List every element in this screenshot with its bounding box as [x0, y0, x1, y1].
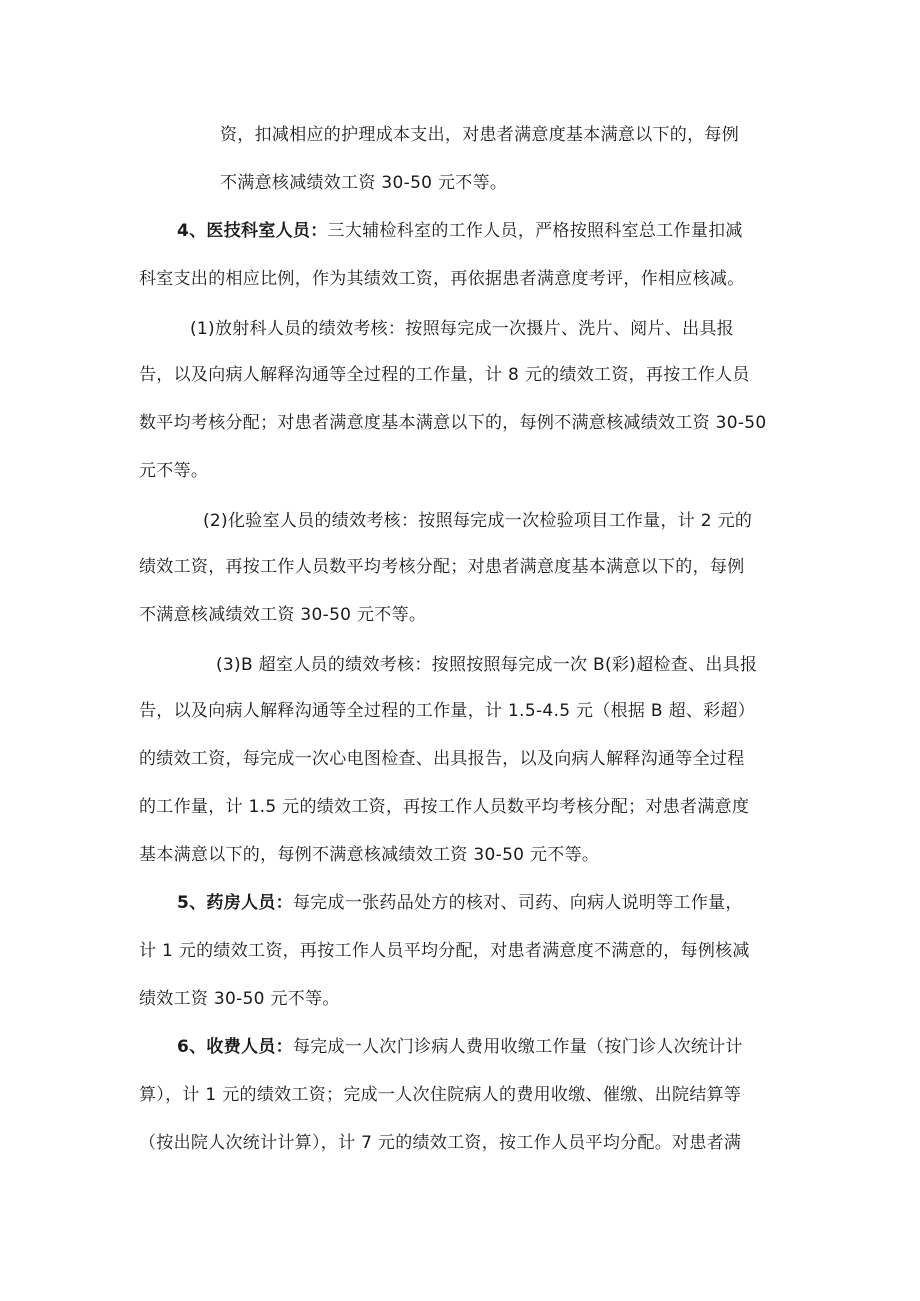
text-line: 的工作量，计 1.5 元的绩效工资，再按工作人员数平均考核分配；对患者满意度 — [139, 797, 750, 817]
text-line: (1)放射科人员的绩效考核：按照每完成一次摄片、洗片、阅片、出具报 — [190, 319, 734, 339]
text-line: 不满意核减绩效工资 30-50 元不等。 — [220, 173, 508, 193]
text-line: 资，扣减相应的护理成本支出，对患者满意度基本满意以下的，每例 — [220, 125, 739, 145]
section-label: 4、医技科室人员： — [177, 221, 328, 241]
text-line: 的绩效工资，每完成一次心电图检查、出具报告，以及向病人解释沟通等全过程 — [139, 749, 745, 769]
section-heading-line — [177, 892, 743, 914]
section-text: 每完成一人次门诊病人费用收缴工作量（按门诊人次统计计 — [292, 1037, 743, 1057]
section-text: 每完成一张药品处方的核对、司药、向病人说明等工作量， — [292, 893, 743, 913]
text-line: （按出院人次统计计算），计 7 元的绩效工资，按工作人员平均分配。对患者满 — [139, 1133, 742, 1153]
text-line: 计 1 元的绩效工资，再按工作人员平均分配，对患者满意度不满意的，每例核减 — [139, 941, 750, 961]
text-line: 元不等。 — [139, 461, 209, 481]
text-line: 不满意核减绩效工资 30-50 元不等。 — [139, 605, 427, 625]
text-line: (3)B 超室人员的绩效考核：按照按照每完成一次 B(彩)超检查、出具报 — [216, 655, 758, 675]
section-text: 三大辅检科室的工作人员，严格按照科室总工作量扣减 — [327, 221, 743, 241]
text-line: 数平均考核分配；对患者满意度基本满意以下的，每例不满意核减绩效工资 30-50 — [139, 413, 767, 433]
section-label: 5、药房人员： — [177, 893, 293, 913]
section-label: 6、收费人员： — [177, 1037, 293, 1057]
text-line: 科室支出的相应比例，作为其绩效工资，再依据患者满意度考评，作相应核减。 — [139, 269, 745, 289]
section-heading-line — [177, 1036, 743, 1058]
text-line: 告，以及向病人解释沟通等全过程的工作量，计 8 元的绩效工资，再按工作人员 — [139, 365, 750, 385]
text-line: 基本满意以下的，每例不满意核减绩效工资 30-50 元不等。 — [139, 845, 600, 865]
text-line: 绩效工资 30-50 元不等。 — [139, 989, 340, 1009]
section-heading-line — [177, 220, 743, 242]
text-line: 算），计 1 元的绩效工资；完成一人次住院病人的费用收缴、催缴、出院结算等 — [139, 1085, 742, 1105]
text-line: 绩效工资，再按工作人员数平均考核分配；对患者满意度基本满意以下的，每例 — [139, 557, 745, 577]
text-line: 告，以及向病人解释沟通等全过程的工作量，计 1.5-4.5 元（根据 B 超、彩超） — [139, 701, 756, 721]
text-line: (2)化验室人员的绩效考核：按照每完成一次检验项目工作量，计 2 元的 — [203, 511, 753, 531]
